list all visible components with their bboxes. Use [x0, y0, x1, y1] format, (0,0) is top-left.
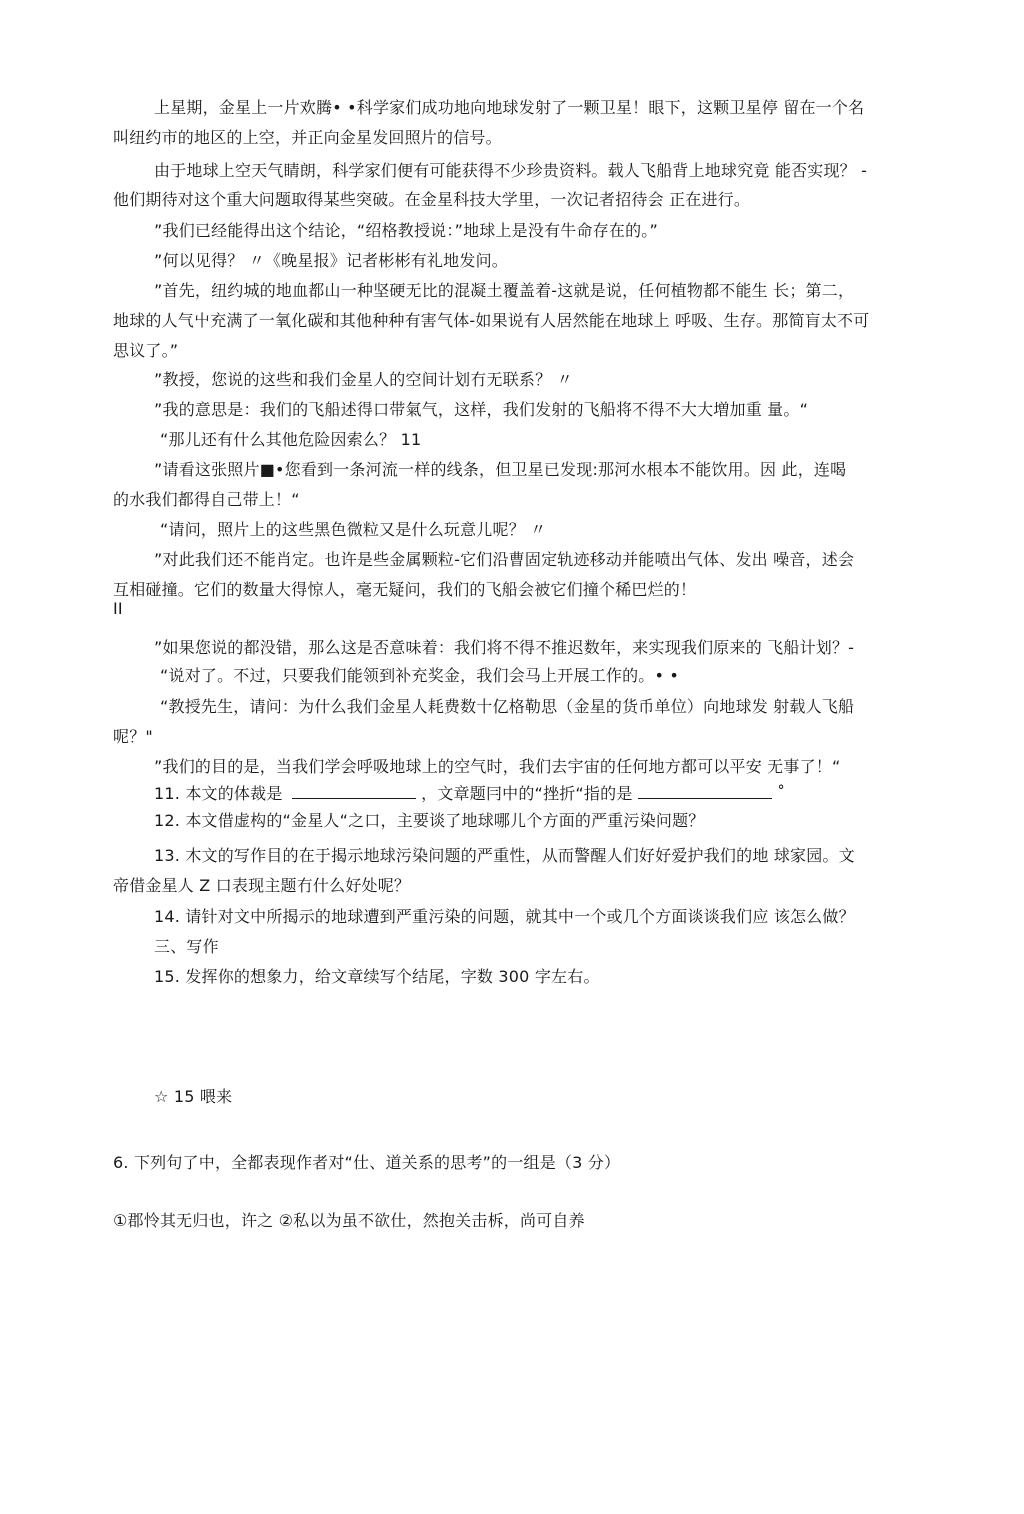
question-12: 12. 本文借虚构的“金星人“之口，主要谈了地球哪儿个方面的严重污染问题？ [154, 811, 705, 830]
paragraph-line: 呢？" [113, 727, 153, 746]
paragraph-line: 思议了。” [113, 341, 179, 360]
paragraph-line: 互相碰撞。它们的数量大得惊人，毫无疑问，我们的飞船会被它们撞个稀巴烂的！ [113, 580, 697, 599]
paragraph-line: ”对此我们还不能肖定。也许是些金属颗粒-它们沿曹固定轨迹移动并能喷出气体、发出 噪音，述会 [154, 550, 855, 569]
paragraph-line: 地球的人气屮充满了一氧化碳和其他种种有害气体-如果说有人居然能在地球上 呼吸、生存。那简肓太不可 [113, 311, 870, 330]
question-text: ，文章题冃中的“挫折“指的是 [421, 784, 633, 803]
paragraph-line: ”如果您说的都没错，那么这是否意味着：我们将不得不推迟数年，来实现我们原来的 飞船计划？- [154, 638, 855, 657]
question-6: 6. 下列句了中，全都表现作者对“仕、道关系的思考”的一组是（3 分） [113, 1153, 621, 1172]
paragraph-line: ”首先，纽约城的地血都山一种坚硬无比的混凝土覆盖着-这就是说，任何植物都不能生 长；第二， [154, 281, 855, 300]
paragraph-line: 上星期，金星上一片欢腾• •科学家们成功地向地球发射了一颗卫星！眼下，这颗卫星停 留在一个名 [154, 98, 865, 117]
paragraph-line: 的水我们都得自己带上！“ [113, 490, 300, 509]
question-15: 15. 发挥你的想象力，给文章续写个结尾，字数 300 字左右。 [154, 967, 600, 986]
paragraph-line: 由于地球上空天气睛朗，科学家们便有可能获得不少珍贵资料。载人飞船背上地球究竟 能否实现？ - [154, 161, 868, 180]
paragraph-line: “教授先生，请问：为什么我们金星人耗费数十亿格勒思（金星的货币单位）向地球发 射载人飞船 [160, 697, 855, 716]
question-text: ˚ [777, 784, 786, 803]
paragraph-line: “请问，照片上的这些黑色微粒又是什么玩意儿呢？ 〃 [160, 520, 547, 539]
question-13: 13. 木文的写作目的在于揭示地球污染问题的严重性，从而警醒人们好好爱护我们的地 球家园。文 [154, 846, 855, 865]
paragraph-line: ”请看这张照片■•您看到一条河流一样的线条，但卫星已发现:那河水根本不能饮用。因 此，连喝 [154, 460, 847, 479]
paragraph-line: 叫纽约市的地区的上空，并正向金星发回照片的信号。 [113, 128, 502, 147]
answer-blank [638, 783, 772, 799]
paragraph-line: ”我们的目的是，当我们学会呼吸地球上的空气时，我们去宇宙的任何地方都可以平安 无事了！“ [154, 757, 841, 776]
question-6-options: ①郡怜其无归也，许之 ②私以为虽不欲仕，然抱关击柝，尚可自养 [113, 1211, 585, 1230]
question-13-cont: 帝借金星人 Z 口表现主题冇什么好处呢？ [113, 876, 411, 895]
question-text: 11. 本文的体裁是 [154, 784, 283, 803]
paragraph-line: ”何以见得？ 〃《晚星报》记者彬彬有礼地发问。 [154, 251, 508, 270]
paragraph-line: “那儿还有什么其他危险因索么？ 11 [160, 430, 422, 449]
question-14: 14. 请针对文中所揭示的地球遭到严重污染的问题，就其中一个或几个方面谈谈我们应 该怎么做？ [154, 907, 855, 926]
paragraph-line: “说对了。不过，只要我们能领到补充奖金，我们会马上开展工作的。• • [160, 666, 680, 685]
paragraph-line: ”教授，您说的这些和我们金星人的空间计划冇无联系？ 〃 [154, 370, 573, 389]
section-heading: 三、写作 [154, 937, 219, 956]
paragraph-line: 他们期待对这个重大问题取得某些突破。在金星科技大学里，一次记者招待会 正在进行。 [113, 190, 751, 209]
footer-note [154, 1087, 232, 1107]
paragraph-line: ”我们已经能得出这个结论，“绍格教授说：”地球上是没有牛命存在的。” [154, 221, 658, 240]
footer-note-text: 15 喂来 [173, 1087, 233, 1106]
paragraph-line: II [113, 599, 123, 618]
question-11 [154, 783, 785, 804]
answer-blank [292, 783, 416, 799]
paragraph-line: ”我的意思是：我们的飞船述得口带氣气，这样，我们发射的飞船将不得不大大増加重 量。“ [154, 400, 809, 419]
star-icon: ☆ [154, 1087, 169, 1106]
